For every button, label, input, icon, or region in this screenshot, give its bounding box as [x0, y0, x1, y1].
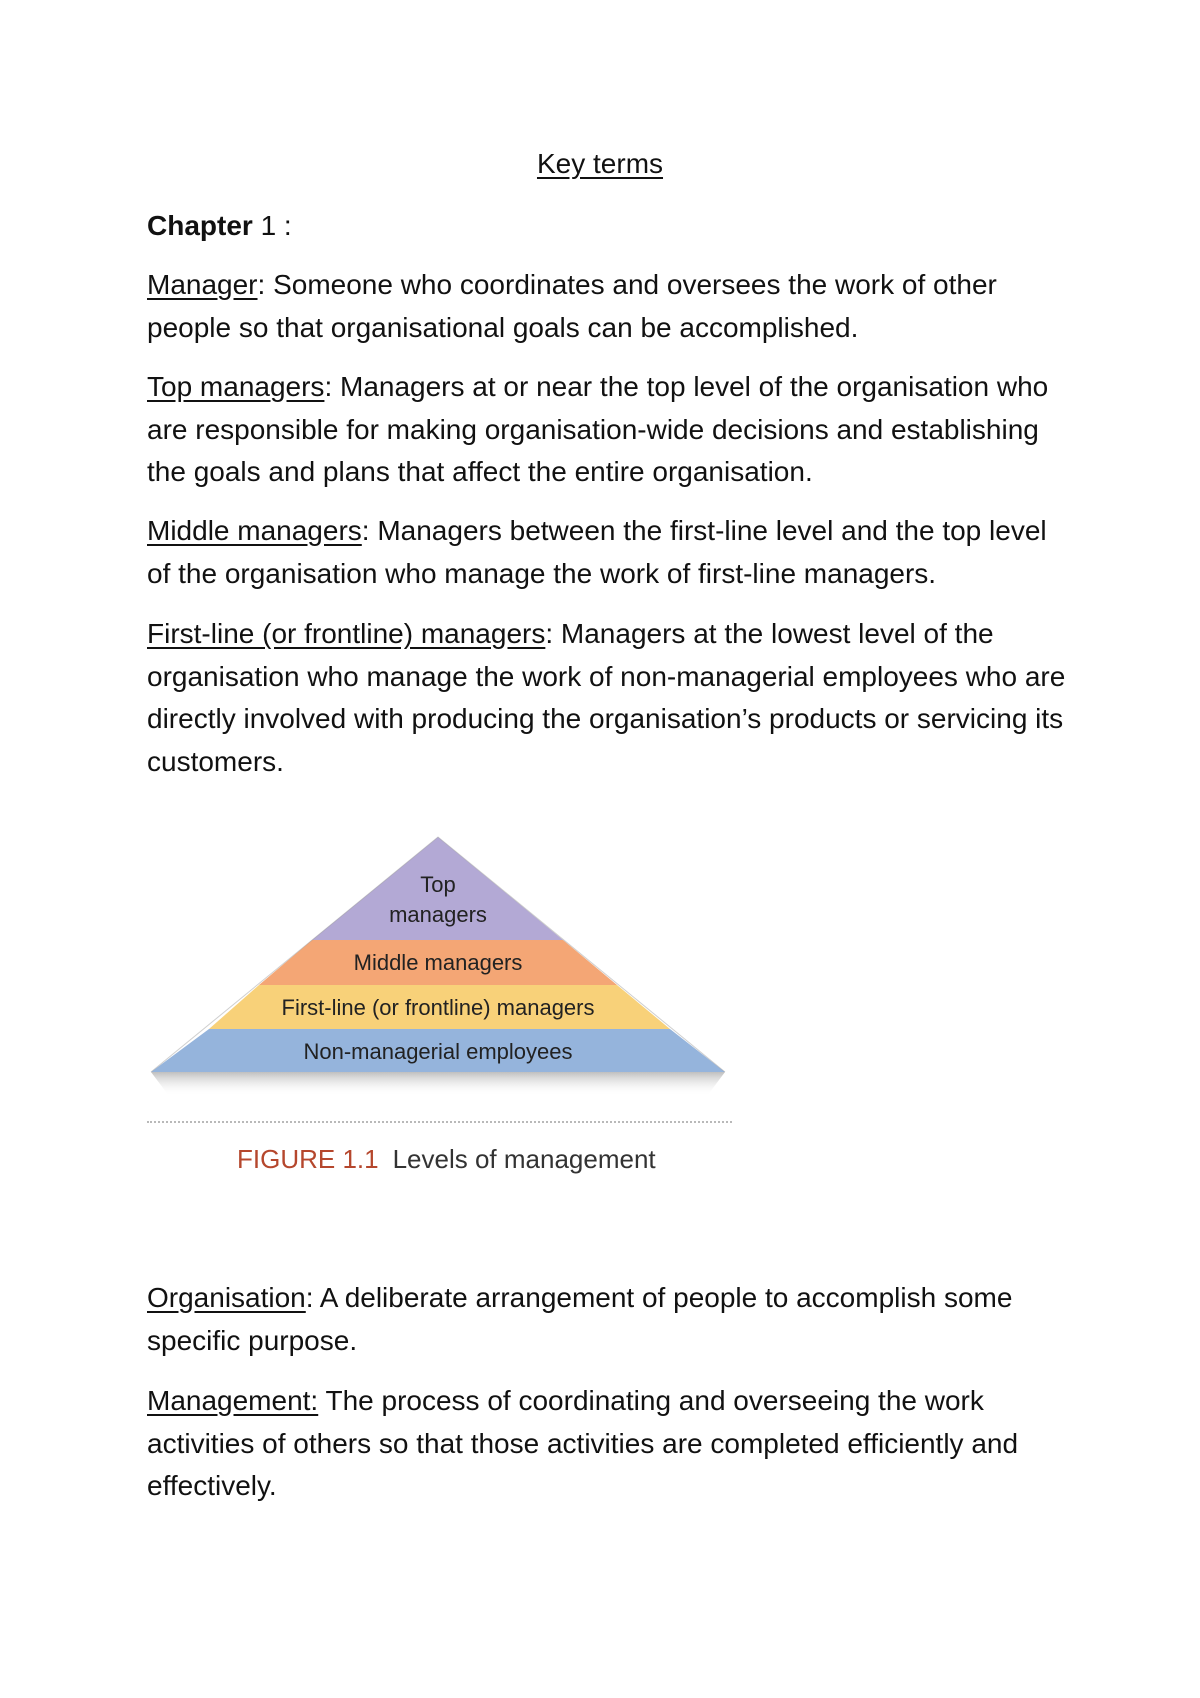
chapter-label: Chapter: [147, 210, 253, 241]
term-management: [147, 1380, 1077, 1508]
term-definition: : Managers at the lowest level of the organisation who manage the work of non-managerial employees who are directly involved with producing the organisation’s products or servicing its customers.: [147, 618, 1066, 777]
term-name: Management:: [147, 1385, 319, 1416]
level-label-middle: Middle managers: [353, 950, 523, 975]
term-name: Middle managers: [147, 515, 362, 546]
term-definition: : Managers at or near the top level of the organisation who are responsible for making organisation-wide decisions and establishing the goals and plans that affect the entire organisation.: [147, 371, 1049, 487]
term-middle-managers: [147, 510, 1077, 595]
term-definition: : A deliberate arrangement of people to accomplish some specific purpose.: [147, 1282, 1013, 1356]
term-top-managers: [147, 366, 1077, 494]
figure-caption-text: Levels of management: [392, 1144, 656, 1174]
term-name: Manager: [147, 269, 258, 300]
term-organisation: [147, 1277, 1077, 1362]
term-definition: : Someone who coordinates and oversees the work of other people so that organisational goals can be accomplished.: [147, 269, 997, 343]
management-pyramid-figure: [147, 820, 737, 1180]
term-definition: : Managers between the first-line level and the top level of the organisation who manage the work of first-line managers.: [147, 515, 1047, 589]
pyramid-diagram: [147, 820, 737, 1120]
term-name: Top managers: [147, 371, 325, 402]
figure-caption: [237, 1144, 656, 1175]
term-definition: The process of coordinating and overseeing the work activities of others so that those activities are completed efficiently and effectively.: [147, 1385, 1019, 1501]
figure-number: FIGURE 1.1: [237, 1144, 379, 1174]
term-name: Organisation: [147, 1282, 306, 1313]
term-name: First-line (or frontline) managers: [147, 618, 546, 649]
chapter-number: 1 :: [260, 210, 292, 241]
pyramid-shadow: [151, 1072, 725, 1096]
figure-divider: [147, 1121, 732, 1123]
level-label-top-line2: managers: [389, 902, 487, 927]
level-label-top-line1: Top: [420, 872, 456, 897]
chapter-heading: [147, 210, 292, 242]
term-first-line-managers: [147, 613, 1077, 783]
level-label-non-managerial: Non-managerial employees: [303, 1039, 573, 1064]
level-label-first-line: First-line (or frontline) managers: [281, 995, 595, 1020]
term-manager: [147, 264, 1077, 349]
page-title: Key terms: [536, 148, 664, 179]
